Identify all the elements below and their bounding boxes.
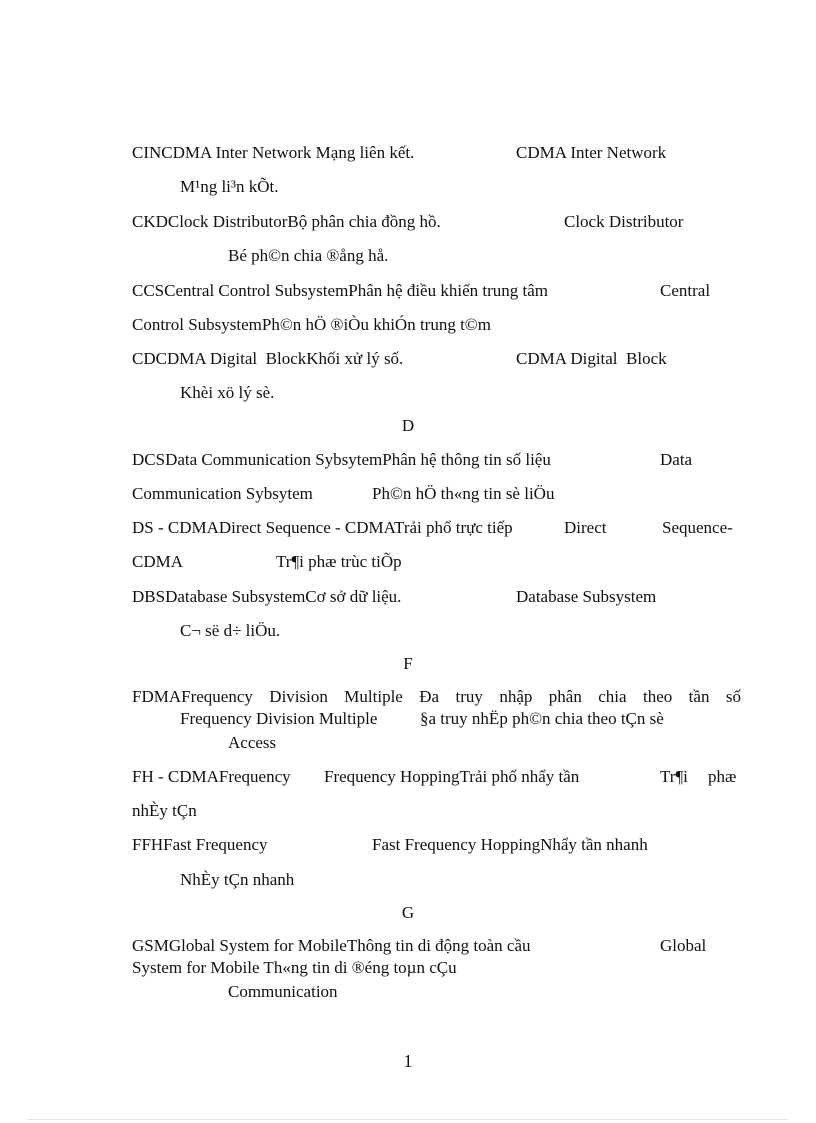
entry-cin-term: CDMA Inter Network [516,143,667,162]
entry-cin-meaning: M¹ng li³n kÕt. [180,177,279,196]
entry-gsm-term-c: Communication [228,982,338,1001]
entry-gsm-term-b: System for Mobile Th«ng tin di ®éng toµn cÇu [132,958,457,977]
section-heading-f: F [403,654,413,673]
entry-dbs-term: Database Subsystem [516,587,657,606]
entry-ffh-meaning: NhÈy tÇn nhanh [180,870,295,889]
entry-fh-meaning-c: nhÈy tÇn [132,801,197,820]
entry-fdma-term-cont: Access [228,733,277,752]
entry-dcs-line: DCSData Communication SybsytemPhân hệ thông tin số liệu [132,450,551,469]
page-bottom-divider [28,1119,788,1120]
section-heading-d: D [401,416,415,435]
entry-fh-meaning-a: Tr¶i [660,767,688,786]
entry-dcs-meaning: Ph©n hÖ th«ng tin sè liÖu [372,484,555,503]
entry-ckd-term: Clock Distributor [564,212,684,231]
entry-fh-term: Frequency HoppingTrải phổ nhẩy tần [324,767,580,786]
entry-dbs-line: DBSDatabase SubsystemCơ sở dữ liệu. [132,587,402,606]
entry-ds-term-b: Sequence- [662,518,733,537]
entry-gsm-term-a: Global [660,936,707,955]
entry-ffh-line: FFHFast Frequency [132,835,268,854]
entry-ckd-line: CKDClock DistributorBộ phân chia đồng hồ. [132,212,441,231]
entry-dbs-meaning: C¬ së d÷ liÖu. [180,621,281,640]
section-heading-g: G [401,903,415,922]
entry-ccs-line: CCSCentral Control SubsystemPhân hệ điều khiển trung tâm [132,281,549,300]
entry-cd-line: CDCDMA Digital BlockKhối xử lý số. [132,349,404,368]
entry-ds-term-c: CDMA [132,552,184,571]
entry-dcs-term-b: Communication Sybsytem [132,484,313,503]
entry-fdma-term: Frequency Division Multiple [180,709,378,728]
entry-dcs-term-a: Data [660,450,693,469]
entry-ckd-meaning: Bé ph©n chia ®ång hå. [228,246,389,265]
entry-fdma-line: FDMAFrequency Division Multiple Đa truy nhập phân chia theo tần số [132,687,741,706]
entry-fh-line: FH - CDMAFrequency [132,767,291,786]
entry-fh-meaning-b: phæ [708,767,737,786]
entry-ds-term-a: Direct [564,518,607,537]
entry-ds-meaning: Tr¶i phæ trùc tiÕp [276,552,402,571]
entry-cd-meaning: Khèi xö lý sè. [180,383,275,402]
entry-ds-line: DS - CDMADirect Sequence - CDMATrải phổ trực tiếp [132,518,513,537]
page-number: 1 [403,1051,413,1071]
entry-ccs-term-b: Control SubsystemPh©n hÖ ®iÒu khiÓn trung t©m [132,315,491,334]
entry-cin-line: CINCDMA Inter Network Mạng liên kết. [132,143,415,162]
entry-ffh-term: Fast Frequency HoppingNhẩy tần nhanh [372,835,648,854]
entry-fdma-meaning: §a truy nhËp ph©n chia theo tÇn sè [420,709,664,728]
entry-ccs-term-a: Central [660,281,711,300]
entry-gsm-line: GSMGlobal System for MobileThông tin di động toàn cầu [132,936,531,955]
entry-cd-term: CDMA Digital Block [516,349,667,368]
